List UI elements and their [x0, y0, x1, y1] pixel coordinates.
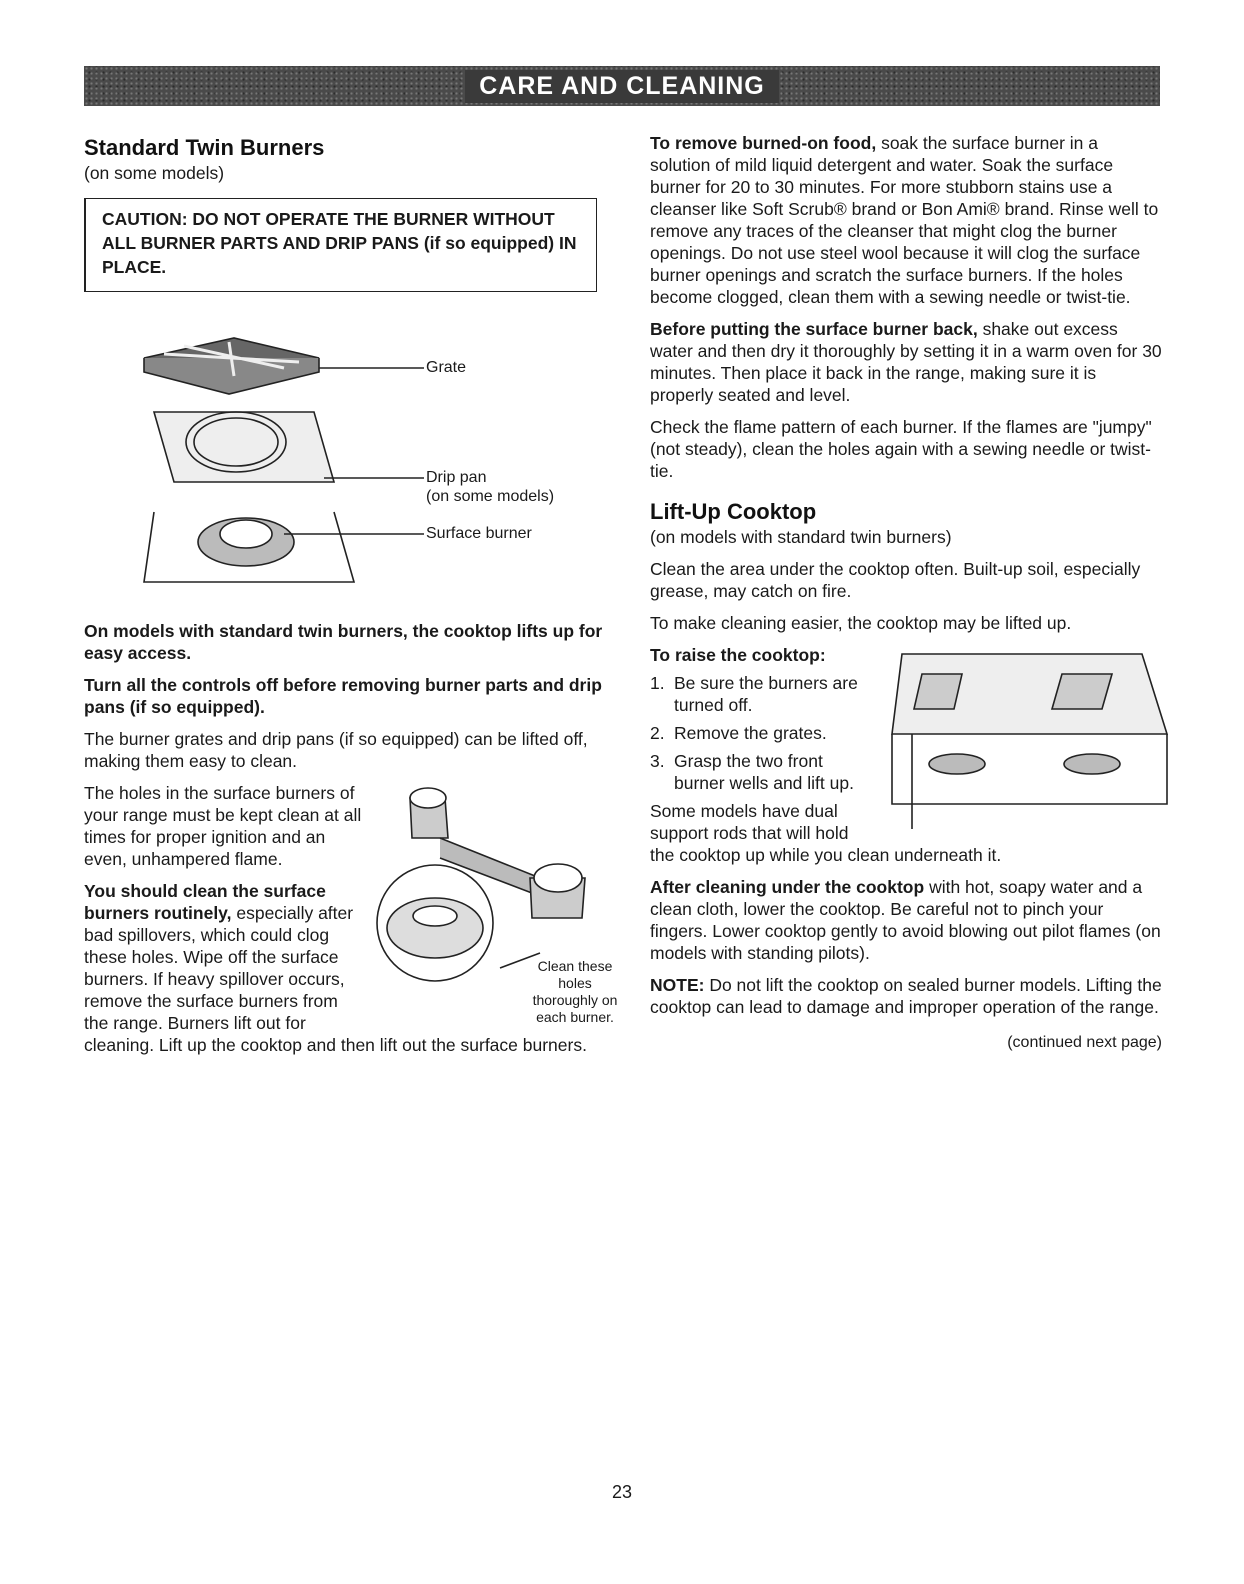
section-heading: Standard Twin Burners	[84, 135, 325, 160]
list-item: 1. Be sure the burners are turned off.	[650, 673, 858, 715]
burner-parts-diagram	[84, 302, 604, 602]
page-number: 23	[611, 1482, 633, 1502]
paragraph-clean-routinely: You should clean the surface burners routinely, especially after bad spillovers, which could clog these holes. Wipe off the surface burners. If heavy spillover occurs, remove the surface burners from the range. Burners lift out for cleaning. Lift up the cooktop and then lift out the surface burners.	[84, 881, 587, 1055]
left-column	[84, 134, 618, 1066]
lift-up-heading: Lift-Up Cooktop	[650, 499, 817, 524]
lift-up-subtitle: (on models with standard twin burners)	[650, 527, 952, 547]
right-column	[650, 132, 1162, 1054]
paragraph-support-rods: Some models have dual support rods that will hold the cooktop up while you clean underneath it.	[650, 801, 1002, 865]
paragraph-flame-pattern: Check the flame pattern of each burner. If the flames are "jumpy" (not steady), clean the holes again with a sewing needle or twist-tie.	[650, 417, 1152, 481]
holes-caption: Clean these holes thoroughly on each burner.	[532, 958, 618, 1025]
paragraph-putting-back: Before putting the surface burner back, shake out excess water and then dry it thoroughly by setting it in a warm oven for 30 minutes. Then place it back in the range, making sure it is properly seated and level.	[650, 319, 1162, 405]
raise-title: To raise the cooktop:	[650, 645, 826, 665]
paragraph-clean-area: Clean the area under the cooktop often. Built-up soil, especially grease, may catch on fire.	[650, 559, 1141, 601]
burner-parts-illustration	[84, 302, 604, 602]
paragraph-holes: The holes in the surface burners of your range must be kept clean at all times for proper ignition and an even, unhampered flame.	[84, 783, 362, 869]
paragraph-lifts-up: On models with standard twin burners, the cooktop lifts up for easy access.	[84, 621, 603, 663]
list-item: 3. Grasp the two front burner wells and lift up.	[650, 751, 854, 793]
paragraph-grates: The burner grates and drip pans (if so equipped) can be lifted off, making them easy to clean.	[84, 729, 588, 771]
paragraph-burned-on-food: To remove burned-on food, soak the surface burner in a solution of mild liquid detergent and water. Soak the surface burner for 20 to 30 minutes. For more stubborn stains use a cleanser like Soft Scrub® brand or Bon Ami® brand. Rinse well to remove any traces of the cleanser that might clog the burner openings. Do not use steel wool because it will clog the surface burner openings and scratch the surface burners. If the holes become clogged, clean them with a sewing needle or twist-tie.	[650, 133, 1159, 307]
label-drip-pan: Drip pan	[426, 469, 487, 486]
banner-title: CARE AND CLEANING	[465, 70, 779, 103]
paragraph-make-easier: To make cleaning easier, the cooktop may be lifted up.	[650, 613, 1072, 633]
label-drip-pan-note: (on some models)	[426, 488, 555, 505]
raise-steps	[650, 672, 1162, 794]
paragraph-after-cleaning: After cleaning under the cooktop with hot, soapy water and a clean cloth, lower the cooktop. Be careful not to pinch your fingers. Lower cooktop gently to avoid blowing out pilot flames (on models with standing pilots).	[650, 877, 1161, 963]
burner-holes-figure	[370, 778, 620, 1025]
paragraph-controls-off: Turn all the controls off before removing burner parts and drip pans (if so equipped).	[84, 675, 602, 717]
label-grate: Grate	[426, 359, 467, 376]
caution-box: CAUTION: DO NOT OPERATE THE BURNER WITHOUT ALL BURNER PARTS AND DRIP PANS (if so equipped) IN PLACE.	[84, 198, 597, 292]
section-subtitle: (on some models)	[84, 163, 225, 183]
list-item: 2. Remove the grates.	[650, 723, 827, 743]
paragraph-note: NOTE: Do not lift the cooktop on sealed burner models. Lifting the cooktop can lead to damage and improper operation of the range.	[650, 975, 1162, 1017]
continued-note: (continued next page)	[1007, 1034, 1162, 1051]
section-banner	[84, 66, 1160, 106]
label-surface-burner: Surface burner	[426, 525, 532, 542]
